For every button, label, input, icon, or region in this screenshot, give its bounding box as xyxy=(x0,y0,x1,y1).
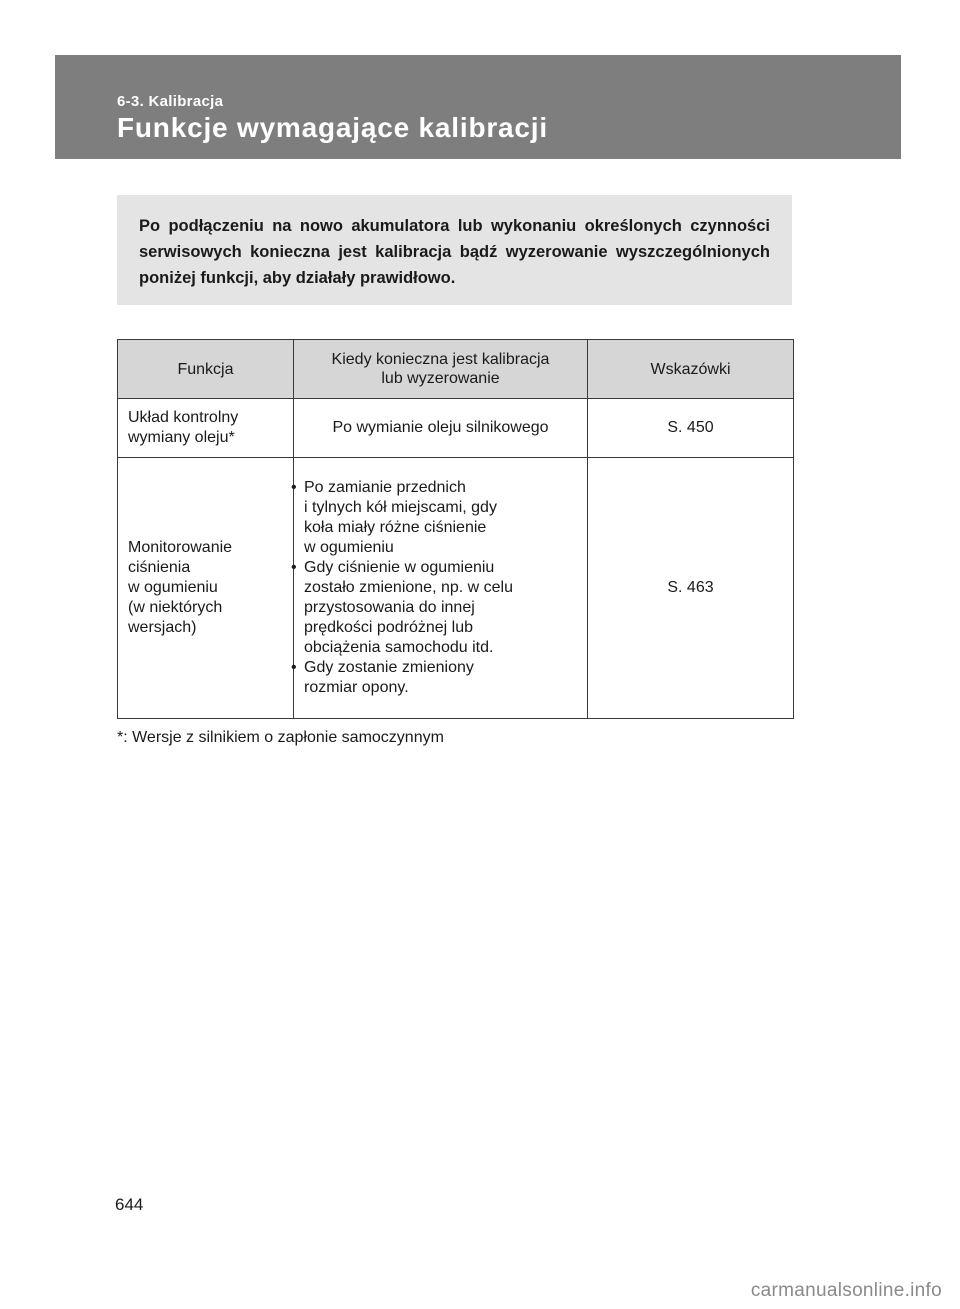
list-item xyxy=(291,478,577,558)
condition-line: przystosowania do innej xyxy=(304,599,475,616)
calibration-table xyxy=(117,339,794,719)
section-label: 6-3. Kalibracja xyxy=(117,93,224,110)
condition-line: Gdy ciśnienie w ogumieniu xyxy=(304,559,495,576)
cell-when xyxy=(291,458,588,719)
condition-line: koła miały różne ciśnienie xyxy=(304,519,487,536)
footnote: *: Wersje z silnikiem o zapłonie samoczynnym xyxy=(117,729,444,746)
list-item xyxy=(291,558,577,658)
condition-line: zostało zmienione, np. w celu xyxy=(304,579,513,596)
bullet-icon: • xyxy=(291,479,297,496)
function-line: w ogumieniu xyxy=(128,579,218,596)
bullet-icon: • xyxy=(291,559,297,576)
function-line: Monitorowanie xyxy=(128,539,233,556)
function-line: (w niektórych xyxy=(128,599,223,616)
list-item xyxy=(291,658,577,698)
intro-box xyxy=(117,195,792,305)
header-tips: Wskazówki xyxy=(588,340,794,399)
function-line: wersjach) xyxy=(128,619,197,636)
page-number: 644 xyxy=(115,1195,144,1214)
header-when-line2: lub wyzerowanie xyxy=(381,370,500,387)
table-row xyxy=(118,458,794,719)
page-reference: S. 450 xyxy=(588,399,794,458)
condition-line: i tylnych kół miejscami, gdy xyxy=(304,499,497,516)
watermark: carmanualsonline.info xyxy=(750,1280,942,1301)
bullet-icon: • xyxy=(291,659,297,676)
condition-line: obciążenia samochodu itd. xyxy=(304,639,494,656)
condition-line: Po zamianie przednich xyxy=(304,479,466,496)
condition-line: prędkości podróżnej lub xyxy=(304,619,473,636)
condition-list xyxy=(291,478,577,698)
condition-line: rozmiar opony. xyxy=(304,679,409,696)
header-when xyxy=(294,340,588,399)
intro-text: Po podłączeniu na nowo akumulatora lub wykonaniu określonych czynności serwisowych konieczna jest kalibracja bądź wyzerowanie wyszczególnionych poniżej funkcji, aby działały prawidłowo. xyxy=(139,217,770,287)
function-line: ciśnienia xyxy=(128,559,191,576)
function-line: wymiany oleju* xyxy=(128,429,235,446)
page-title: Funkcje wymagające kalibracji xyxy=(117,112,548,143)
table-row xyxy=(118,399,794,458)
function-line: Układ kontrolny xyxy=(128,409,239,426)
cell-when: Po wymianie oleju silnikowego xyxy=(294,399,588,458)
cell-function xyxy=(118,458,294,719)
condition-line: Gdy zostanie zmieniony xyxy=(304,659,474,676)
table-header-row xyxy=(118,340,794,399)
header-function: Funkcja xyxy=(118,340,294,399)
header-when-line1: Kiedy konieczna jest kalibracja xyxy=(331,351,550,368)
page-reference: S. 463 xyxy=(588,458,794,719)
header-band xyxy=(55,55,901,159)
condition-line: w ogumieniu xyxy=(304,539,394,556)
cell-function xyxy=(118,399,294,458)
